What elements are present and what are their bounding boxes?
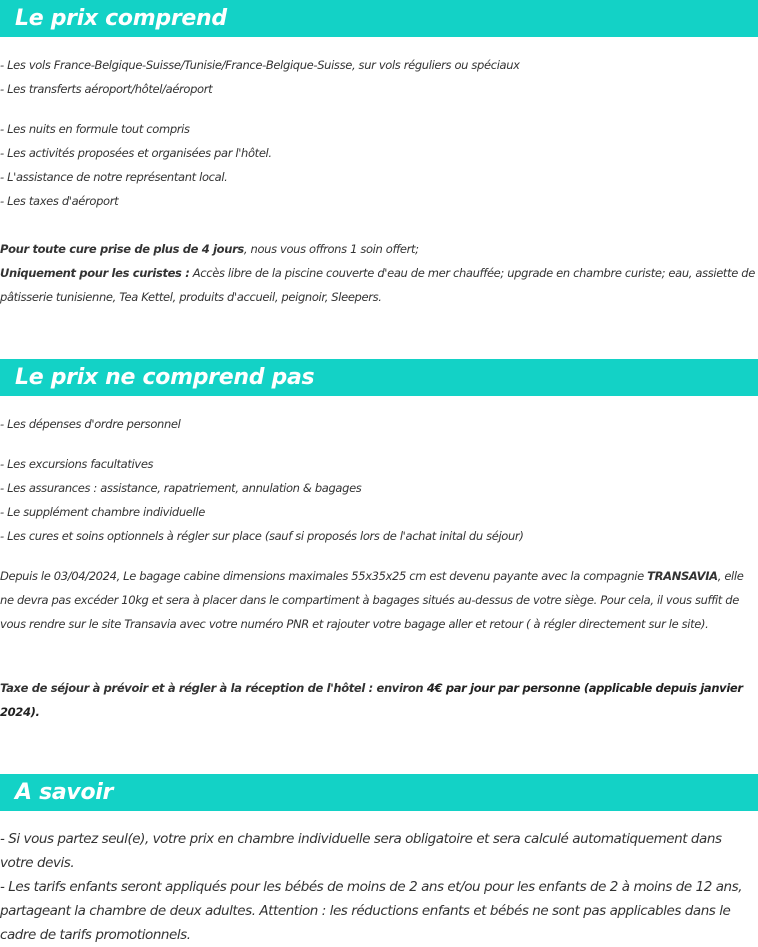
list-item: - Le supplément chambre individuelle bbox=[0, 505, 205, 519]
list-item: - Les taxes d'aéroport bbox=[0, 194, 119, 208]
baggage-text-1: Depuis le 03/04/2024, Le bagage cabine dimensions maximales 55x35x25 cm est devenu payante avec la compagnie bbox=[0, 569, 648, 583]
excludes-group-1 bbox=[0, 412, 758, 436]
airline-name: TRANSAVIA bbox=[647, 569, 718, 583]
baggage-text-2: , elle ne devra pas excéder 10kg et sera à placer dans le compartiment à bagages situés au-dessus de votre siège. Pour cela, il vous suffit de vous rendre sur le site Transavia avec votre numéro PNR et rajouter votre bagage aller et retour ( à régler directement sur le site). bbox=[0, 569, 744, 631]
tourist-tax bbox=[0, 676, 758, 724]
list-item: - Les transferts aéroport/hôtel/aéroport bbox=[0, 82, 213, 96]
list-item: - Les vols France-Belgique-Suisse/Tunisie/France-Belgique-Suisse, sur vols réguliers ou spéciaux bbox=[0, 58, 520, 72]
list-item: - Les dépenses d'ordre personnel bbox=[0, 417, 181, 431]
list-item: - Les assurances : assistance, rapatriement, annulation & bagages bbox=[0, 481, 362, 495]
cure-offer-text: , nous vous offrons 1 soin offert; bbox=[243, 242, 419, 256]
tourist-tax-amount: 4€ par jour par personne (applicable depuis janvier 2024). bbox=[0, 681, 743, 719]
section-header-good-to-know: A savoir bbox=[0, 774, 758, 811]
single-room-note: - Si vous partez seul(e), votre prix en chambre individuelle sera obligatoire et sera calculé automatiquement dans votre devis. bbox=[0, 831, 722, 871]
curistes-info bbox=[0, 261, 758, 309]
curistes-bold: Uniquement pour les curistes : bbox=[0, 266, 190, 280]
cure-offer-bold: Pour toute cure prise de plus de 4 jours bbox=[0, 242, 244, 256]
list-item: - Les nuits en formule tout compris bbox=[0, 122, 190, 136]
tourist-tax-text: Taxe de séjour à prévoir et à régler à la réception de l'hôtel : environ bbox=[0, 681, 427, 695]
curistes-text: Accès libre de la piscine couverte d'eau de mer chauffée; upgrade en chambre curiste; eau, assiette de pâtisserie tunisienne, Tea Kettel, produits d'accueil, peignoir, Sleepers. bbox=[0, 266, 755, 304]
list-item: - L'assistance de notre représentant local. bbox=[0, 170, 228, 184]
section-header-price-excludes: Le prix ne comprend pas bbox=[0, 359, 758, 396]
includes-group-2 bbox=[0, 117, 758, 213]
includes-group-1 bbox=[0, 53, 758, 101]
list-item: - Les cures et soins optionnels à régler sur place (sauf si proposés lors de l'achat inital du séjour) bbox=[0, 529, 524, 543]
list-item: - Les excursions facultatives bbox=[0, 457, 154, 471]
excludes-group-2 bbox=[0, 452, 758, 548]
children-rates-note: - Les tarifs enfants seront appliqués pour les bébés de moins de 2 ans et/ou pour les enfants de 2 à moins de 12 ans, partageant la chambre de deux adultes. Attention : les réductions enfants et bébés ne sont pas applicables dans le cadre de tarifs promotionnels. bbox=[0, 879, 743, 943]
baggage-notice bbox=[0, 564, 758, 636]
cure-offer bbox=[0, 237, 758, 261]
list-item: - Les activités proposées et organisées par l'hôtel. bbox=[0, 146, 272, 160]
section-header-price-includes: Le prix comprend bbox=[0, 0, 758, 37]
